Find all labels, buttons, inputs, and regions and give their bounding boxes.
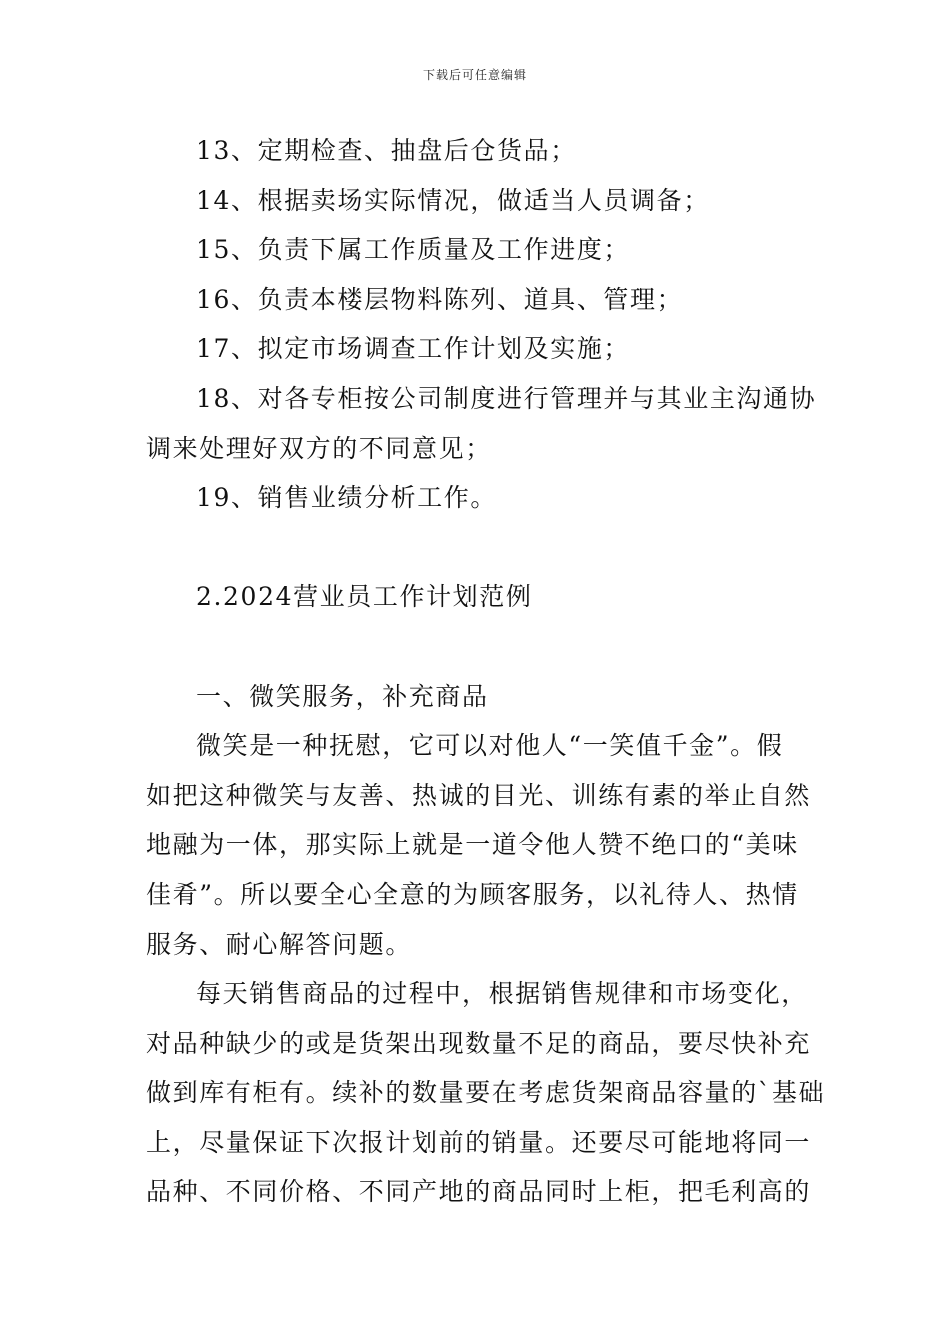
paragraph-2-line-4: 上，尽量保证下次报计划前的销量。还要尽可能地将同一 — [146, 1127, 812, 1157]
paragraph-2-line-1: 每天销售商品的过程中，根据销售规律和市场变化， — [196, 979, 808, 1009]
paragraph-2-line-5: 品种、不同价格、不同产地的商品同时上柜，把毛利高的 — [146, 1177, 812, 1207]
document-body — [146, 126, 826, 1217]
list-item-15: 15、负责下属工作质量及工作进度； — [196, 235, 631, 265]
paragraph-2-line-2: 对品种缺少的或是货架出现数量不足的商品，要尽快补充 — [146, 1028, 812, 1058]
paragraph-1-line-1: 微笑是一种抚慰，它可以对他人“一笑值千金”。假 — [196, 731, 784, 761]
paragraph-1-line-4: 佳肴”。所以要全心全意的为顾客服务，以礼待人、热情 — [146, 879, 799, 909]
list-item-18-line1: 18、对各专柜按公司制度进行管理并与其业主沟通协 — [196, 383, 817, 413]
list-item-17: 17、拟定市场调查工作计划及实施； — [196, 334, 631, 364]
section-subtitle: 一、微笑服务，补充商品 — [196, 681, 489, 711]
paragraph-1-line-3: 地融为一体，那实际上就是一道令他人赞不绝口的“美味 — [146, 830, 799, 860]
page-header: 下载后可任意编辑 — [422, 68, 527, 82]
section-title: 2.2024营业员工作计划范例 — [196, 582, 533, 612]
spacer — [146, 523, 808, 573]
paragraph-1-line-2: 如把这种微笑与友善、热诚的目光、训练有素的举止自然 — [146, 780, 812, 810]
list-item-16: 16、负责本楼层物料陈列、道具、管理； — [196, 284, 684, 314]
paragraph-1-line-5: 服务、耐心解答问题。 — [146, 929, 413, 959]
list-item-18-line2: 调来处理好双方的不同意见； — [146, 433, 492, 463]
list-item-13: 13、定期检查、抽盘后仓货品； — [196, 136, 577, 165]
list-item-14: 14、根据卖场实际情况，做适当人员调备； — [196, 185, 710, 215]
paragraph-2-line-3: 做到库有柜有。续补的数量要在考虑货架商品容量的`基础 — [146, 1078, 826, 1108]
spacer — [146, 622, 808, 672]
list-item-19: 19、销售业绩分析工作。 — [196, 483, 498, 513]
